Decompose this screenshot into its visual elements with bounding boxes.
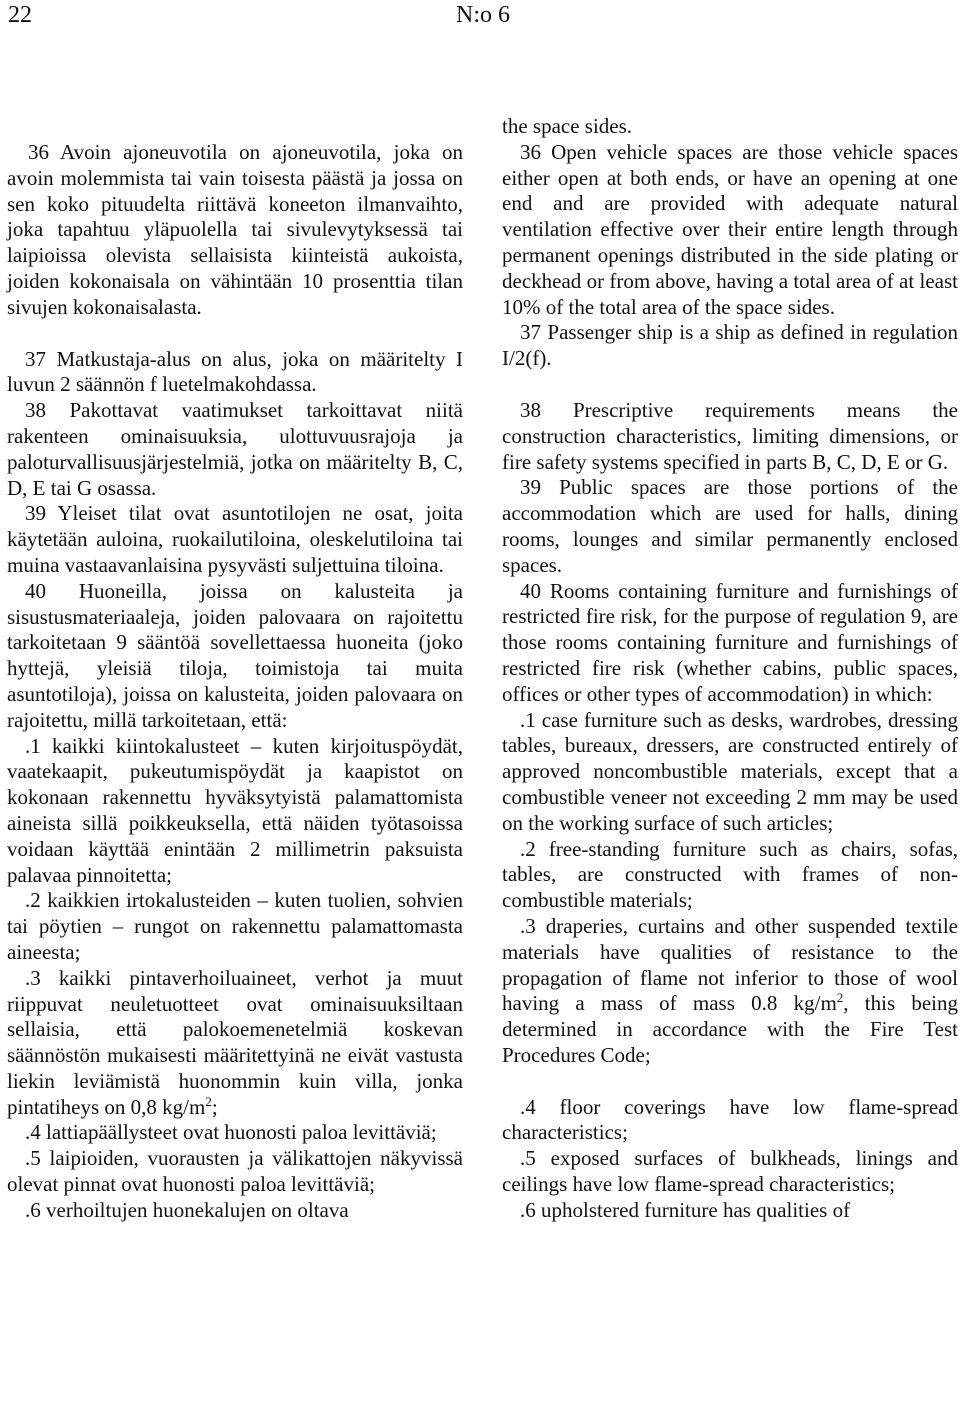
issue-number: N:o 6 xyxy=(456,2,510,28)
english-column xyxy=(502,114,958,1224)
list-item-3-fi-text: .3 kaikki pintaverhoiluaineet, verhot ja muut riippuvat neuletuotteet ovat ominaisuuksiltaan sellaisia, että palokoemenetelmiä koskevan säännöstön mukaisesti määritettyinä ne eivät vastusta liekin leviämistä huonommin kuin villa, jonka pintatiheys on 0,8 kg/m xyxy=(7,965,463,1119)
list-item-4-fi: .4 lattiapäällysteet ovat huonosti paloa levittäviä; xyxy=(25,1120,437,1145)
definition-40-en: 40 Rooms containing furniture and furnishings of restricted fire risk, for the purpose of regulation 9, are those rooms containing furniture and furnishings of restricted fire risk (whether cabins, public spaces, offices or other types of accommodation) in which: xyxy=(502,578,958,706)
page-number: 22 xyxy=(8,2,32,28)
superscript-fi: 2 xyxy=(205,1093,212,1109)
definition-36-fi: 36 Avoin ajoneuvotila on ajoneuvotila, joka on avoin molemmista tai vain toisesta päästä ja jossa on sen koko pituudelta riittävä koneeton ilmanvaihto, joka tapahtuu yläpuolella tai sivulevytyksessä tai laipioissa olevista sellaisista kiinteistä aukoista, joiden kokonaisala on vähintään 10 prosenttia tilan sivujen kokonaisalasta. xyxy=(7,140,463,319)
superscript-en: 2 xyxy=(836,990,844,1006)
definition-36-en: 36 Open vehicle spaces are those vehicle spaces either open at both ends, or have an opening at one end and are provided with adequate natural ventilation effective over their entire length through permanent openings distributed in the side plating or deckhead or from above, having a total area of at least 10% of the total area of the space sides. xyxy=(502,139,958,319)
definition-39-en: 39 Public spaces are those portions of the accommodation which are used for halls, dining rooms, lounges and similar permanently enclosed spaces. xyxy=(502,475,958,577)
list-item-3-en xyxy=(502,914,958,1069)
definition-37-fi: 37 Matkustaja-alus on alus, joka on määritelty I luvun 2 säännön f luetelmakohdassa. xyxy=(7,346,463,397)
definition-39-fi: 39 Yleiset tilat ovat asuntotilojen ne osat, joita käytetään auloina, ruokailutiloina, oleskelutiloina tai muina vastaavanlaisina pysyvästi suljettuina tiloina. xyxy=(7,501,463,577)
list-item-3-en-text: .3 draperies, curtains and other suspended textile materials have qualities of resistance to the propagation of flame not inferior to those of wool having a mass of mass 0.8 kg/m xyxy=(502,913,958,1016)
list-item-5-fi: .5 laipioiden, vuorausten ja välikattojen näkyvissä olevat pinnat ovat huonosti paloa levittäviä; xyxy=(7,1146,463,1197)
list-item-1-en: .1 case furniture such as desks, wardrobes, dressing tables, bureaux, dressers, are constructed entirely of approved noncombustible materials, except that a combustible veneer not exceeding 2 mm may be used on the working surface of such articles; xyxy=(502,707,958,835)
list-item-5-en: .5 exposed surfaces of bulkheads, linings and ceilings have low flame-spread characteristics; xyxy=(502,1146,958,1197)
list-item-6-fi: .6 verhoiltujen huonekalujen on oltava xyxy=(25,1197,349,1222)
list-item-3-fi xyxy=(7,966,463,1121)
list-item-2-en: .2 free-standing furniture such as chairs, sofas, tables, are constructed with frames of non-combustible materials; xyxy=(502,836,958,913)
list-item-1-fi: .1 kaikki kiintokalusteet – kuten kirjoituspöydät, vaatekaapit, pukeutumispöydät ja kaapistot on kokonaan rakennettu hyväksytyistä palamattomista aineista sillä poikkeuksella, että näiden työtasoissa voidaan käyttää enintään 2 millimetrin paksuista palavaa pinnoitetta; xyxy=(7,733,463,887)
list-item-3-fi-end: ; xyxy=(211,1094,218,1119)
list-item-6-en: .6 upholstered furniture has qualities of xyxy=(520,1197,851,1222)
list-item-2-fi: .2 kaikkien irtokalusteiden – kuten tuolien, sohvien tai pöytien – rungot on rakennettu palamattomasta aineesta; xyxy=(7,888,463,964)
list-item-4-en: .4 floor coverings have low flame-spread characteristics; xyxy=(502,1094,958,1145)
finnish-column xyxy=(7,114,463,1224)
definition-38-fi: 38 Pakottavat vaatimukset tarkoittavat niitä rakenteen ominaisuuksia, ulottuvuusrajoja ja paloturvallisuusjärjestelmiä, jotka on määritelty B, C, D, E tai G osassa. xyxy=(7,398,463,500)
definition-37-en: 37 Passenger ship is a ship as defined in regulation I/2(f). xyxy=(502,320,958,371)
page-header xyxy=(0,0,960,40)
continuation-text-en: the space sides. xyxy=(502,114,633,138)
definition-38-en: 38 Prescriptive requirements means the construction characteristics, limiting dimensions, or fire safety systems specified in parts B, C, D, E or G. xyxy=(502,397,958,474)
list-item-3-en-end: , this being determined in accordance with the Fire Test Procedures Code; xyxy=(502,991,959,1067)
definition-40-fi: 40 Huoneilla, joissa on kalusteita ja sisustusmateriaaleja, joiden palovaara on rajoitettu tarkoitetaan 9 sääntöä sovellettaessa huoneita (joko hyttejä, yleisiä tiloja, toimistoja tai muita asuntotiloja), joissa on kalusteita, joiden palovaara on rajoitettu, millä tarkoitetaan, että: xyxy=(7,578,463,732)
